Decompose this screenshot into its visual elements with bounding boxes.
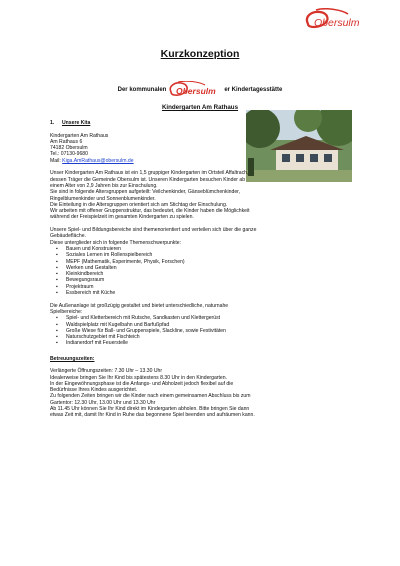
hours-line: Idealerweise bringen Sie Ihr Kind bis spätestens 8.30 Uhr in den Kindergarten. [50, 374, 227, 381]
hours-line: Gartentor: 12.30 Uhr, 13.00 Uhr und 13.30 Uhr [50, 399, 156, 406]
intro-line: Wir arbeiten mit offener Gruppenstruktur, das bedeutet, die Kinder haben die Möglichkeit [50, 208, 250, 215]
list-item: ▪ Spiel- und Kletterbereich mit Rutsche, Sandkasten und Klettergerüst [66, 315, 360, 321]
subtitle [0, 80, 400, 100]
obersulm-logo-top [302, 8, 370, 34]
logo-top-text: Obersulm [314, 17, 360, 29]
hours-line: Bedürfnisse Ihres Kindes ausgerichtet. [50, 387, 138, 394]
list-item: ▪ Kleinkindbereich [66, 271, 360, 277]
outdoor-list [50, 315, 360, 346]
intro-line: während der Freispielzeit im gesamten Kindergarten zu spielen. [50, 214, 194, 221]
intro-line: Unser Kindergarten Am Rathaus ist ein 1,5 gruppiger Kindergarten im Ortsteil Affaltrach, [50, 170, 249, 177]
areas-intro-line: Unsere Spiel- und Bildungsbereiche sind themenorientiert und verteilen sich über die ganze [50, 227, 257, 234]
address-street: Am Rathaus 6 [50, 138, 83, 145]
kindergarten-title: Kindergarten Am Rathaus [161, 104, 239, 111]
intro-line: dessen Träger die Gemeinde Obersulm ist. Unseren Kindergarten besuchen Kinder ab [50, 176, 246, 183]
address-phone: Tel.: 07130-9680 [50, 151, 88, 158]
list-item: ▪ Essbereich mit Küche [66, 290, 360, 296]
address-mail-line [50, 158, 360, 164]
obersulm-logo-icon [302, 8, 370, 34]
list-item: ▪ Soziales Lernen im Rollenspielbereich [66, 252, 360, 258]
list-item: ▪ Waldspielplatz mit Kugelbahn und Barfußpfad [66, 322, 360, 328]
section-1-label: Unsere Kita [62, 120, 91, 126]
list-item: ▪ Große Wiese für Ball- und Gruppenspiele, Slackline, sowie Festivitäten [66, 328, 360, 334]
areas-paragraph [50, 227, 360, 246]
intro-line: Ringelblumenkinder und Sonnenblumenkinder. [50, 195, 156, 202]
hours-line: Ab 11.45 Uhr können Sie Ihr Kind direkt im Kindergarten abholen. Bitte bringen Sie dann [50, 406, 250, 413]
obersulm-logo-inline [167, 81, 223, 99]
intro-paragraph [50, 170, 360, 220]
outdoor-intro-line: Die Außenanlage ist großzügig gestaltet und bietet unterschiedliche, naturnahe [50, 302, 229, 309]
areas-intro-line: Gebäudefläche. [50, 233, 86, 240]
list-item: ▪ Naturschutzgebiet mit Fischteich [66, 334, 360, 340]
section-1-heading [50, 120, 360, 126]
mail-link[interactable]: Kiga.AmRathaus@obersulm.de [62, 157, 134, 164]
hours-line: Zu folgenden Zeiten bringen wir die Kinder nach einem gemeinsamen Abschluss bis zum [50, 393, 251, 400]
list-item: ▪ Projektraum [66, 284, 360, 290]
logo-inline-text: Obersulm [176, 86, 217, 96]
page-title: Kurzkonzeption [160, 48, 240, 60]
list-item: ▪ Indianerdorf mit Feuerstelle [66, 340, 360, 346]
areas-list [50, 246, 360, 296]
list-item: ▪ MEPF (Mathematik, Experimente, Physik, Forschen) [66, 259, 360, 265]
hours-line: In der Eingewöhnungsphase ist die Anfangs- und Abholzeit jedoch flexibel auf die [50, 380, 234, 387]
address-name: Kindergarten Am Rathaus [50, 132, 109, 139]
hours-heading: Betreuungszeiten: [50, 355, 95, 362]
list-item: ▪ Bewegungsraum [66, 277, 360, 283]
obersulm-logo-inline-icon [167, 81, 223, 99]
areas-intro-line: Diese unterglieder sich in folgende Themenschwerpunkte: [50, 239, 182, 246]
section-our-kita [50, 120, 360, 419]
outdoor-paragraph [50, 303, 360, 316]
intro-line: einem Alter von 2,9 Jahren bis zur Einschulung. [50, 182, 158, 189]
hours-line: Verlängerte Öffnungszeiten: 7.30 Uhr – 13.30 Uhr [50, 368, 163, 375]
hours-line: etwas Zeit mit, damit Ihr Kind in Ruhe das begonnene Spiel beenden und aufräumen kann. [50, 412, 255, 419]
address-city: 74182 Obersulm [50, 145, 88, 152]
subtitle-after: er Kindertagesstätte [224, 87, 283, 93]
intro-line: Die Einteilung in die Altersgruppen orientiert sich am Stichtag der Einschulung. [50, 201, 228, 208]
section-1-number: 1. [50, 120, 55, 126]
intro-line: Sie sind in folgende Altersgruppen aufgeteilt: Veilchenkinder, Gänseblümchenkinder, [50, 189, 241, 196]
subtitle-before: Der kommunalen [117, 87, 167, 93]
mail-label: Mail: [50, 157, 63, 164]
outdoor-intro-line: Spielbereiche: [50, 308, 83, 315]
list-item: ▪ Werken und Gestalten [66, 265, 360, 271]
list-item: ▪ Bauen und Konstruieren [66, 246, 360, 252]
hours-paragraph [50, 368, 360, 418]
